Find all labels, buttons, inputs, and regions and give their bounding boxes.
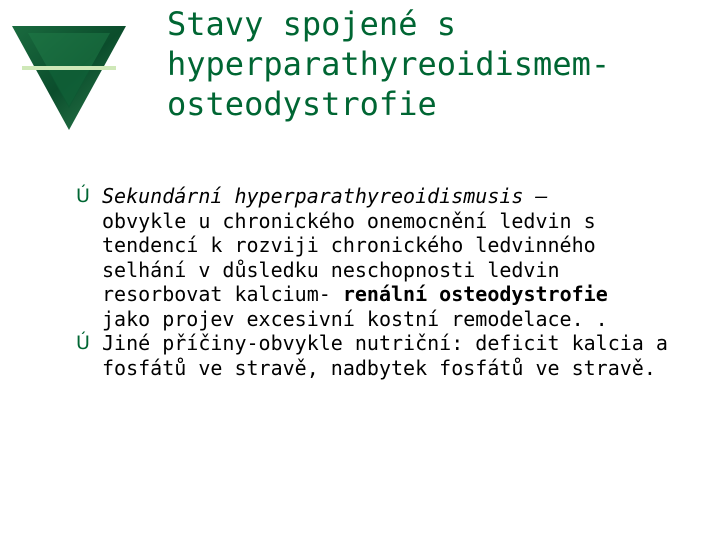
title-line: osteodystrofie xyxy=(167,85,437,123)
bullet-item xyxy=(74,331,714,380)
bullet-text-part: resorbovat kalcium- xyxy=(102,282,343,306)
check-bullet-icon: Ú xyxy=(76,332,90,354)
bullet-item xyxy=(74,184,714,331)
bullet-list xyxy=(74,184,714,380)
bullet-text: jako projev excesivní kostní remodelace. . xyxy=(102,306,608,331)
bullet-text: selhání v důsledku neschopnosti ledvin xyxy=(102,257,560,282)
green-triangle-logo-icon xyxy=(8,18,130,133)
bullet-text: Jiné příčiny-obvykle nutriční: deficit kalcia a xyxy=(102,331,668,355)
bullet-text xyxy=(102,282,714,307)
bullet-text: Sekundární hyperparathyreoidismusis – xyxy=(102,184,548,208)
check-bullet-icon: Ú xyxy=(76,185,90,207)
bullet-text: tendencí k rozviji chronického ledvinného xyxy=(102,233,596,257)
bullet-text: obvykle u chronického onemocnění ledvin s xyxy=(102,208,596,233)
title-line: hyperparathyreoidismem- xyxy=(167,45,611,83)
slide-title xyxy=(167,4,707,124)
bold-term: renální osteodystrofie xyxy=(342,282,608,306)
bullet-text: fosfátů ve stravě, nadbytek fosfátů ve stravě. xyxy=(102,355,656,380)
title-line: Stavy spojené s xyxy=(167,5,456,43)
